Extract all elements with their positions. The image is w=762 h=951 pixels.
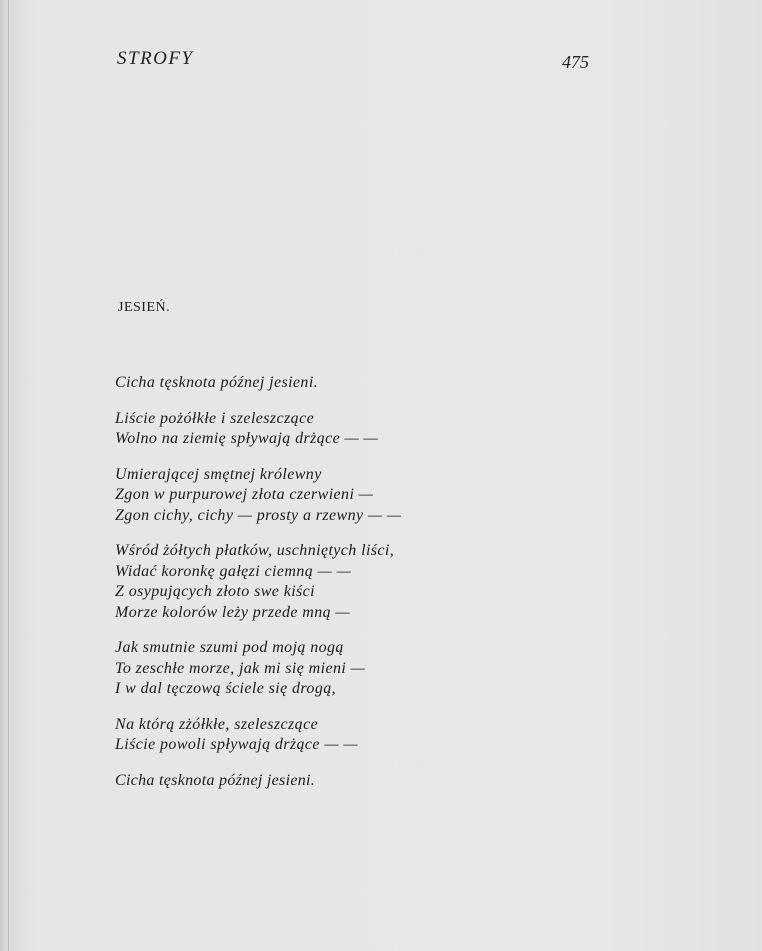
poem-line: Jak smutnie szumi pod moją nogą (115, 639, 344, 656)
poem-body (115, 373, 535, 806)
poem-line: Zgon cichy, cichy — prosty a rzewny — — (115, 506, 402, 524)
binding-edge (8, 0, 9, 951)
page-number: 475 (562, 52, 589, 72)
poem-line: Cicha tęsknota późnej jesieni. (115, 771, 316, 789)
stanza-2 (115, 409, 535, 450)
poem-line: Widać koronkę gałęzi ciemną — — (115, 562, 352, 580)
poem-line: Na którą zżółkłe, szeleszczące (115, 715, 319, 733)
running-head-title: STROFY (117, 48, 194, 69)
stanza-4 (115, 541, 535, 623)
poem-line: Liście powoli spływają drżące — — (115, 736, 358, 753)
poem-line: Liście pożółkłe i szeleszczące (115, 409, 315, 427)
poem-line: Z osypujących złoto swe kiści (115, 583, 316, 600)
poem-line: Cicha tęsknota późnej jesieni. (115, 374, 319, 391)
poem-line: Wolno na ziemię spływają drżące — — (115, 430, 379, 447)
poem-line: Zgon w purpurowej złota czerwieni — (115, 486, 374, 503)
poem-line: Umierającej smętnej królewny (115, 465, 322, 483)
poem-line: Wśród żółtych płatków, uschniętych liści, (115, 542, 395, 559)
stanza-5 (115, 638, 535, 700)
poem-title: JESIEŃ. (118, 300, 171, 315)
stanza-6 (115, 715, 535, 756)
poem-line: Morze kolorów leży przede mną — (115, 603, 351, 621)
stanza-1 (115, 373, 535, 394)
stanza-3 (115, 465, 535, 527)
poem-line: To zeschłe morze, jak mi się mieni — (115, 659, 366, 677)
poem-line: I w dal tęczową ściele się drogą, (115, 680, 337, 697)
stanza-7 (115, 771, 535, 792)
